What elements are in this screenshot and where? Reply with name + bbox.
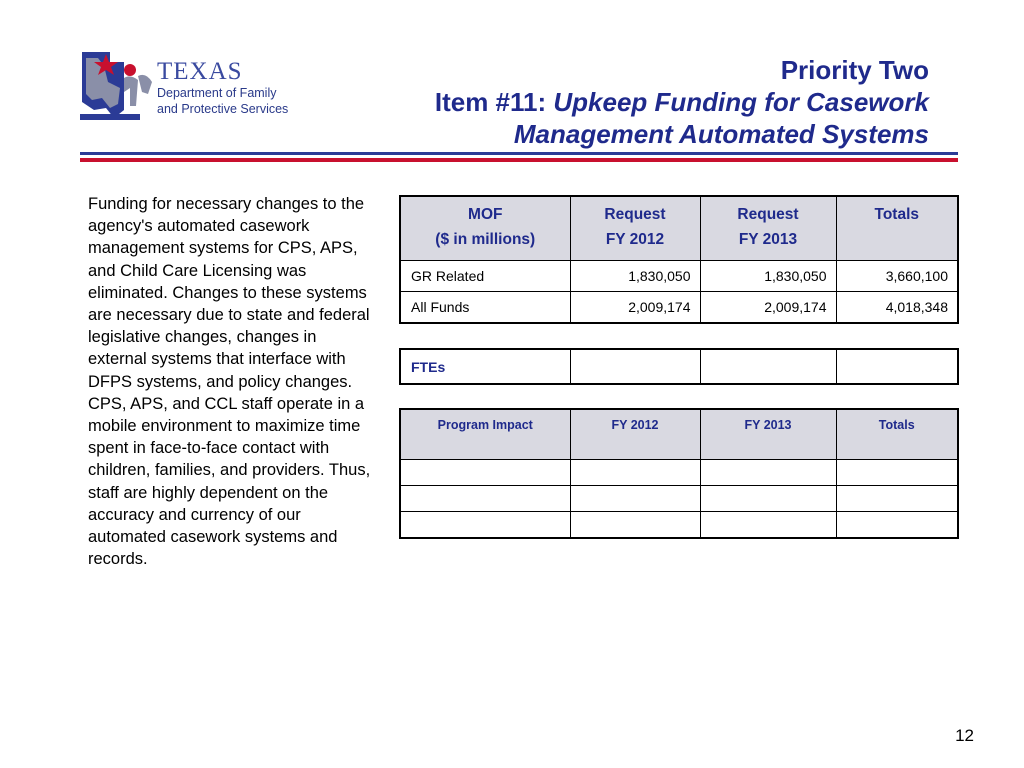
cell-fy2013: 2,009,174	[700, 292, 836, 324]
page-number: 12	[955, 726, 974, 745]
table-cell	[400, 460, 570, 486]
title-item-name: Upkeep Funding for Casework	[553, 87, 929, 117]
header-fy2012-line1: Request	[604, 206, 666, 223]
header-fy2012: FY 2012	[570, 409, 700, 460]
cell-total: 3,660,100	[836, 261, 958, 292]
table-cell	[836, 486, 958, 512]
header-totals	[836, 196, 958, 261]
table-cell	[400, 512, 570, 539]
row-label: GR Related	[400, 261, 570, 292]
ftes-fy2013	[700, 349, 836, 384]
divider-blue	[80, 152, 958, 155]
table-row	[400, 349, 958, 384]
title-line-3: Management Automated Systems	[513, 119, 929, 149]
divider-red	[80, 158, 958, 162]
table-row	[400, 292, 958, 324]
title-item-prefix: Item #11:	[434, 87, 554, 117]
logo-title: TEXAS	[157, 58, 243, 85]
header-totals: Totals	[836, 409, 958, 460]
header-mof-line2: ($ in millions)	[435, 231, 536, 248]
header-fy2013: FY 2013	[700, 409, 836, 460]
cell-fy2012: 1,830,050	[570, 261, 700, 292]
table-row	[400, 486, 958, 512]
table-cell	[570, 486, 700, 512]
funding-table-header	[400, 196, 958, 261]
ftes-total	[836, 349, 958, 384]
cell-fy2012: 2,009,174	[570, 292, 700, 324]
header-fy2013	[700, 196, 836, 261]
title-line-1: Priority Two	[780, 55, 929, 85]
table-cell	[400, 486, 570, 512]
header-fy2013-line2: FY 2013	[738, 231, 798, 248]
row-label: All Funds	[400, 292, 570, 324]
table-cell	[700, 460, 836, 486]
slide-title	[435, 54, 929, 150]
table-cell	[836, 460, 958, 486]
table-row	[400, 261, 958, 292]
table-row	[400, 460, 958, 486]
logo-text	[157, 59, 288, 116]
header-fy2012-line2: FY 2012	[605, 231, 665, 248]
header-totals-line1: Totals	[874, 206, 919, 223]
table-cell	[836, 512, 958, 539]
ftes-fy2012	[570, 349, 700, 384]
header-mof	[400, 196, 570, 261]
ftes-table	[399, 348, 959, 385]
cell-total: 4,018,348	[836, 292, 958, 324]
title-line-2	[435, 86, 929, 118]
header-program-impact: Program Impact	[400, 409, 570, 460]
table-cell	[700, 512, 836, 539]
description-paragraph: Funding for necessary changes to the agency's automated casework management systems for CPS, APS, and Child Care Licensing was eliminated. Changes to these systems are necessary due to state and federal legislative changes, changes in external systems that interface with DFPS systems, and policy changes. CPS, APS, and CCL staff operate in a mobile environment to maximize time spent in face-to-face contact with children, families, and providers. Thus, staff are highly dependent on the accuracy and currency of our automated casework systems and records.	[88, 195, 371, 569]
ftes-label: FTEs	[400, 349, 570, 384]
table-row	[400, 512, 958, 539]
header-fy2013-line1: Request	[737, 206, 799, 223]
table-cell	[570, 512, 700, 539]
impact-table-header	[400, 409, 958, 460]
funding-table	[399, 195, 959, 324]
logo-subtitle-2: and Protective Services	[157, 102, 289, 116]
header-mof-line1: MOF	[468, 206, 503, 223]
cell-fy2013: 1,830,050	[700, 261, 836, 292]
program-impact-table	[399, 408, 959, 539]
logo-subtitle-1: Department of Family	[157, 86, 277, 100]
table-cell	[700, 486, 836, 512]
header-fy2012	[570, 196, 700, 261]
table-cell	[570, 460, 700, 486]
